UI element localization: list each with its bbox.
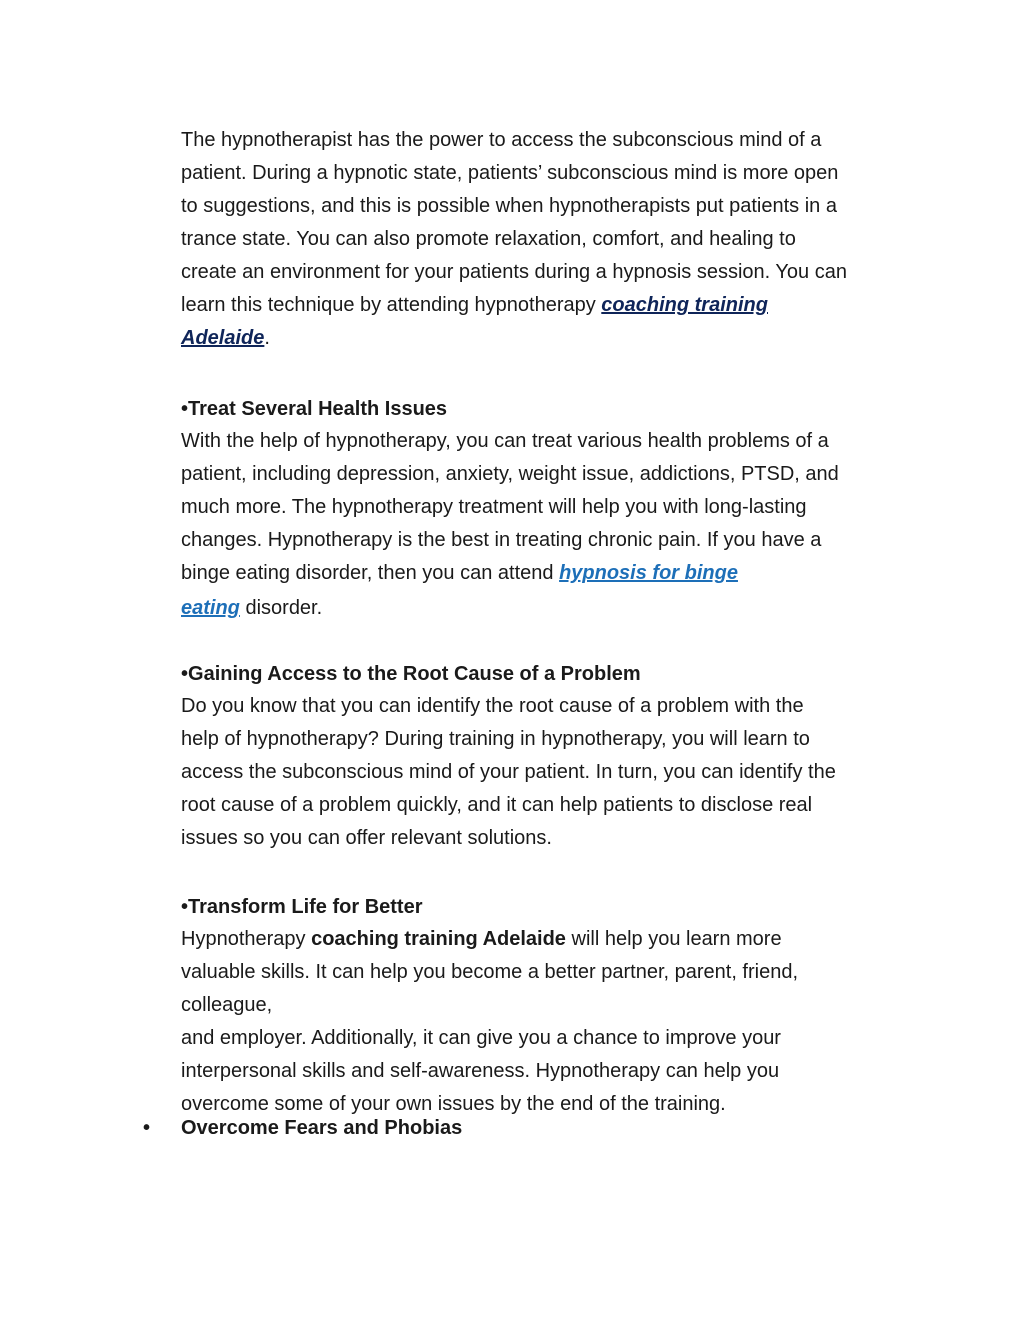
section-line: changes. Hypnotherapy is the best in treating chronic pain. If you have a: [181, 529, 822, 551]
bullet-icon: •: [181, 896, 189, 918]
section-line: interpersonal skills and self-awareness. Hypnotherapy can help you: [181, 1060, 780, 1082]
section-heading-text: Gaining Access to the Root Cause of a Problem: [188, 663, 641, 685]
section-line: colleague,: [181, 994, 273, 1016]
section-heading-text: Treat Several Health Issues: [188, 398, 448, 420]
intro-line: The hypnotherapist has the power to access the subconscious mind of a: [181, 129, 822, 151]
intro-paragraph: [181, 124, 906, 355]
section-root-cause: [181, 659, 906, 855]
section-fears-heading: [143, 1113, 462, 1144]
intro-line-tail: .: [264, 327, 270, 349]
intro-line: to suggestions, and this is possible when hypnotherapists put patients in a: [181, 195, 837, 217]
bullet-icon: •: [181, 663, 189, 685]
section-transform: [181, 892, 906, 1121]
section-health: [181, 394, 906, 626]
section-heading-text: Transform Life for Better: [188, 896, 423, 918]
intro-line: [181, 322, 906, 355]
coaching-training-adelaide-bold: coaching training Adelaide: [311, 928, 566, 950]
bullet-icon: •: [143, 1117, 151, 1139]
section-line: [181, 557, 906, 590]
intro-line: trance state. You can also promote relaxation, comfort, and healing to: [181, 228, 796, 250]
hypnosis-for-binge-eating-link[interactable]: hypnosis for binge: [559, 562, 738, 584]
section-heading: [181, 659, 906, 690]
intro-line: [181, 289, 906, 322]
section-line: access the subconscious mind of your patient. In turn, you can identify the: [181, 761, 836, 783]
section-line: [181, 590, 906, 626]
section-line-tail: disorder.: [239, 597, 323, 619]
section-line: and employer. Additionally, it can give you a chance to improve your: [181, 1027, 781, 1049]
bullet-icon: •: [181, 398, 189, 420]
coaching-training-adelaide-link-cont[interactable]: Adelaide: [181, 327, 265, 349]
section-line-text: binge eating disorder, then you can attend: [181, 562, 560, 584]
intro-line: create an environment for your patients during a hypnosis session. You can: [181, 261, 847, 283]
section-line: [181, 923, 906, 956]
section-line: overcome some of your own issues by the end of the training.: [181, 1093, 726, 1115]
section-line: Do you know that you can identify the root cause of a problem with the: [181, 695, 804, 717]
section-line: issues so you can offer relevant solutions.: [181, 827, 552, 849]
section-line: help of hypnotherapy? During training in hypnotherapy, you will learn to: [181, 728, 810, 750]
coaching-training-adelaide-link[interactable]: coaching training: [601, 294, 768, 316]
section-heading: [181, 892, 906, 923]
intro-line-text: learn this technique by attending hypnotherapy: [181, 294, 602, 316]
section-line-suffix: will help you learn more: [565, 928, 782, 950]
intro-line: patient. During a hypnotic state, patients’ subconscious mind is more open: [181, 162, 839, 184]
section-line: much more. The hypnotherapy treatment will help you with long-lasting: [181, 496, 807, 518]
section-line: valuable skills. It can help you become a better partner, parent, friend,: [181, 961, 799, 983]
section-heading-text: Overcome Fears and Phobias: [181, 1117, 463, 1139]
section-heading: [181, 394, 906, 425]
section-line-prefix: Hypnotherapy: [181, 928, 312, 950]
hypnosis-for-binge-eating-link-cont[interactable]: eating: [181, 597, 240, 619]
section-line: patient, including depression, anxiety, weight issue, addictions, PTSD, and: [181, 463, 839, 485]
section-line: root cause of a problem quickly, and it can help patients to disclose real: [181, 794, 813, 816]
section-line: With the help of hypnotherapy, you can treat various health problems of a: [181, 430, 829, 452]
